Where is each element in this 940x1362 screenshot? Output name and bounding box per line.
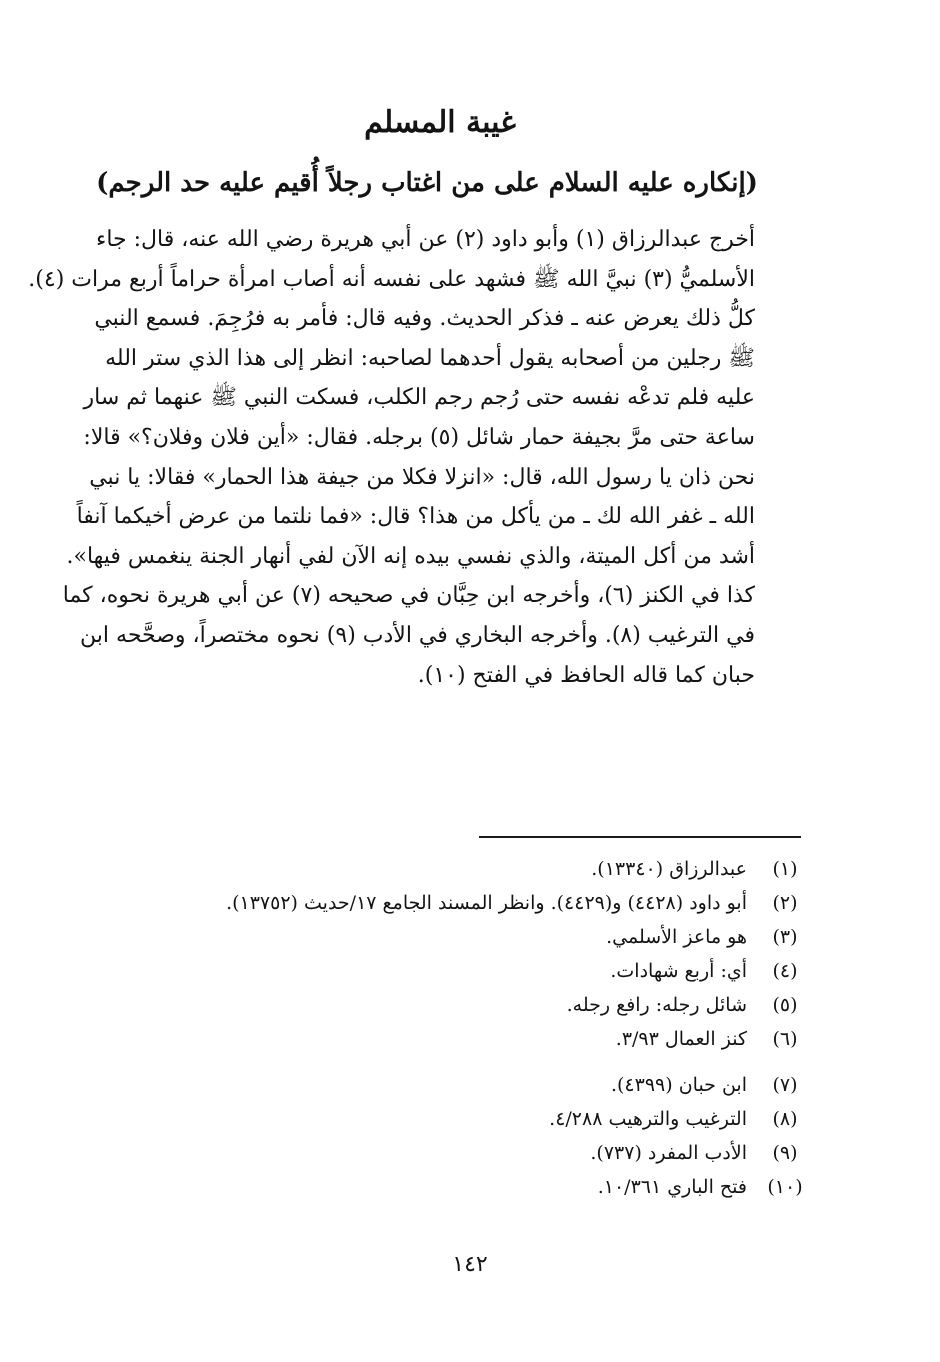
footnote-number: (٧) xyxy=(772,1074,798,1096)
footnote-item xyxy=(105,1176,805,1210)
footnote-number: (١٠) xyxy=(767,1176,803,1198)
body-line: الله ـ غفر الله لك ـ من يأكل من هذا؟ قال: «فما نلتما من عرض أخيكما آنفاً xyxy=(76,504,755,530)
section-heading: (إنكاره عليه السلام على من اغتاب رجلاً أُقيم عليه حد الرجم) xyxy=(96,168,758,198)
footnote-text: كنز العمال ٣/٩٣. xyxy=(615,1028,747,1050)
body-line: أخرج عبدالرزاق (١) وأبو داود (٢) عن أبي هريرة رضي الله عنه، قال: جاء xyxy=(95,227,755,252)
footnote-number: (٤) xyxy=(772,960,798,982)
footnote-number: (٩) xyxy=(772,1142,798,1164)
body-line: ﷺ رجلين من أصحابه يقول أحدهما لصاحبه: انظر إلى هذا الذي ستر الله xyxy=(105,345,755,371)
body-line: حبان كما قاله الحافظ في الفتح (١٠). xyxy=(417,662,755,688)
footnote-item xyxy=(105,1108,805,1142)
body-paragraph xyxy=(28,220,755,695)
body-line: نحن ذان يا رسول الله، قال: «انزلا فكلا من جيفة هذا الحمار» فقالا: يا نبي xyxy=(89,464,755,490)
footnote-text: عبدالرزاق (١٣٣٤٠). xyxy=(591,858,747,880)
footnote-item xyxy=(105,1142,805,1176)
footnote-number: (٦) xyxy=(772,1028,798,1050)
footnote-text: الأدب المفرد (٧٣٧). xyxy=(590,1142,747,1164)
body-line: ساعة حتى مرَّ بجيفة حمار شائل (٥) برجله. فقال: «أين فلان وفلان؟» قالا: xyxy=(83,424,755,450)
footnote-text: ابن حبان (٤٣٩٩). xyxy=(610,1074,747,1096)
footnote-item xyxy=(105,892,805,926)
footnote-text: أي: أربع شهادات. xyxy=(610,960,747,982)
footnote-number: (٥) xyxy=(772,994,798,1016)
footnote-text: فتح الباري ١٠/٣٦١. xyxy=(597,1176,747,1198)
body-line: أشد من أكل الميتة، والذي نفسي بيده إنه الآن لفي أنهار الجنة ينغمس فيها». xyxy=(66,543,755,569)
footnote-number: (٣) xyxy=(772,926,798,948)
footnote-item xyxy=(105,858,805,892)
footnote-number: (٨) xyxy=(772,1108,798,1130)
footnote-text: شائل رجله: رافع رجله. xyxy=(566,994,747,1016)
footnote-item xyxy=(105,1028,805,1062)
body-line: كلُّ ذلك يعرض عنه ـ فذكر الحديث. وفيه قال: فأمر به فرُجِمَ. فسمع النبي xyxy=(94,306,755,332)
body-line: عليه فلم تدعْه نفسه حتى رُجم رجم الكلب، فسكت النبي ﷺ عنهما ثم سار xyxy=(83,385,755,411)
body-line: في الترغيب (٨). وأخرجه البخاري في الأدب (٩) نحوه مختصراً، وصحَّحه ابن xyxy=(80,622,755,648)
footnote-text: الترغيب والترهيب ٤/٢٨٨. xyxy=(549,1108,747,1130)
footnotes-list xyxy=(105,858,805,1210)
footnote-text: أبو داود (٤٤٢٨) و(٤٤٢٩). وانظر المسند الجامع ١٧/حديث (١٣٧٥٢). xyxy=(226,892,747,914)
footnote-number: (١) xyxy=(772,858,798,880)
footnote-item xyxy=(105,960,805,994)
footnote-item xyxy=(105,994,805,1028)
footnote-number: (٢) xyxy=(772,892,798,914)
footnote-text: هو ماعز الأسلمي. xyxy=(606,926,747,948)
footnote-item xyxy=(105,926,805,960)
body-line: كذا في الكنز (٦)، وأخرجه ابن حِبَّان في صحيحه (٧) عن أبي هريرة نحوه، كما xyxy=(62,583,755,609)
page-number: ١٤٢ xyxy=(452,1252,488,1277)
chapter-title: غيبة المسلم xyxy=(364,105,516,140)
body-line: الأسلميُّ (٣) نبيَّ الله ﷺ فشهد على نفسه أنه أصاب امرأة حراماً أربع مرات (٤). xyxy=(28,266,755,292)
footnote-separator xyxy=(479,836,801,838)
footnote-item xyxy=(105,1074,805,1108)
